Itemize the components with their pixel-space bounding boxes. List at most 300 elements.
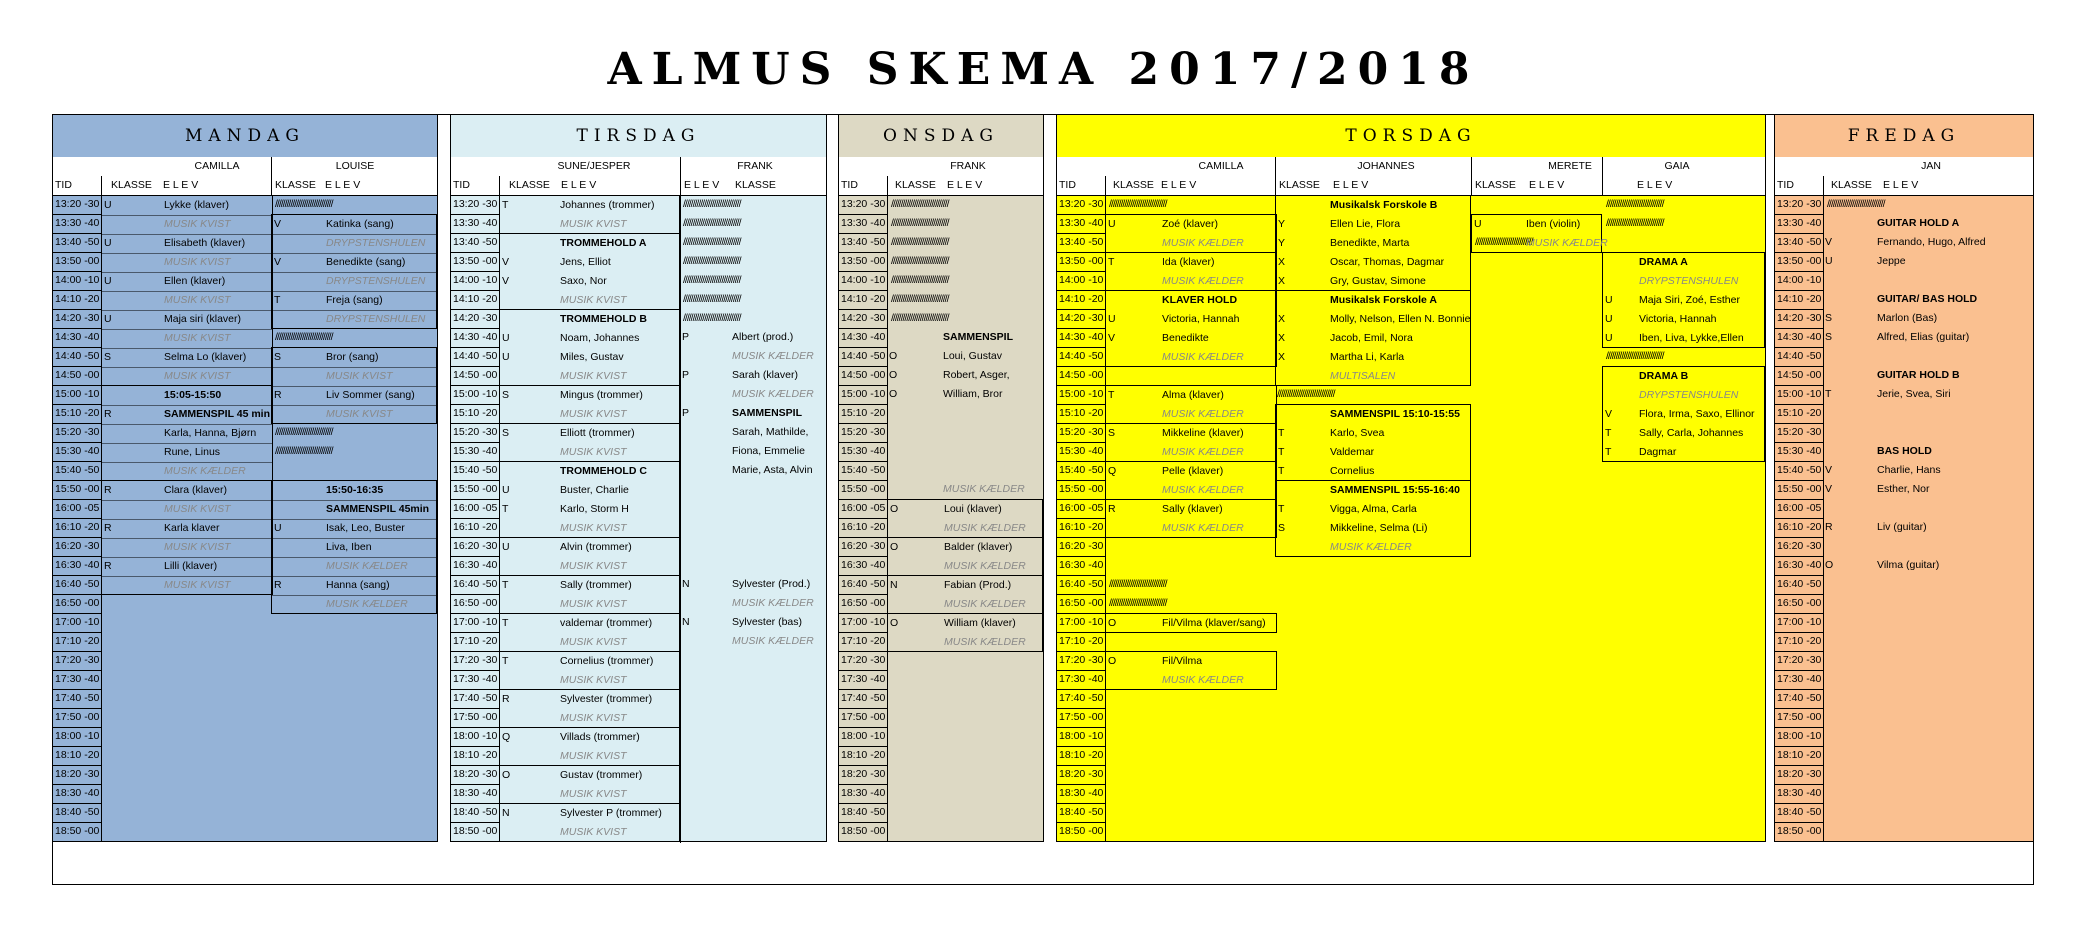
- teacher-row: [53, 157, 437, 177]
- time-slot: 18:00 -10: [55, 730, 100, 742]
- time-slot: 15:30 -40: [841, 445, 886, 457]
- time-slot: 14:20 -30: [55, 312, 100, 324]
- student-names: Elisabeth (klaver): [164, 237, 246, 249]
- student-names: Sylvester (trommer): [560, 693, 653, 705]
- time-slot: 14:50 -00: [1059, 369, 1104, 381]
- room-label: MUSIK KÆLDER: [1162, 237, 1244, 249]
- day-header-mandag: MANDAG: [53, 115, 437, 158]
- time-slot: 16:50 -00: [453, 597, 498, 609]
- time-slot: 14:40 -50: [1777, 350, 1822, 362]
- col-klasse: KLASSE: [509, 179, 550, 191]
- day-header-tirsdag: TIRSDAG: [451, 115, 826, 158]
- time-slot: 18:50 -00: [841, 825, 886, 837]
- student-names: Marie, Asta, Alvin: [732, 464, 813, 476]
- time-slot: 16:40 -50: [1777, 578, 1822, 590]
- day-header-torsdag: TORSDAG: [1057, 115, 1765, 158]
- student-names: Fernando, Hugo, Alfred: [1877, 236, 1986, 248]
- room-label: MUSIK KVIST: [560, 294, 627, 306]
- col-tid: TID: [1777, 179, 1794, 191]
- time-slot: 18:30 -40: [1059, 787, 1104, 799]
- unavailable-marker: //////////////////////////////: [1475, 236, 1533, 248]
- day-section-onsdag: [838, 114, 1044, 842]
- unavailable-marker: //////////////////////////////: [683, 198, 741, 210]
- time-slot: 14:30 -40: [841, 331, 886, 343]
- lesson-block: [680, 613, 826, 652]
- time-slot: 15:10 -20: [453, 407, 498, 419]
- class-code: R: [104, 408, 112, 420]
- time-slot: 17:10 -20: [841, 635, 886, 647]
- lesson-block: [499, 537, 680, 576]
- time-slot: 16:20 -30: [841, 540, 886, 552]
- time-slot: 15:40 -50: [1059, 464, 1104, 476]
- time-slot: 13:40 -50: [841, 236, 886, 248]
- student-names: Jacob, Emil, Nora: [1330, 332, 1413, 344]
- student-names: Elliott (trommer): [560, 427, 635, 439]
- time-slot: 15:40 -50: [841, 464, 886, 476]
- room-label: MUSIK KVIST: [560, 598, 627, 610]
- time-slot: 15:00 -10: [453, 388, 498, 400]
- time-slot: 13:30 -40: [1059, 217, 1104, 229]
- class-code: R: [1108, 503, 1116, 515]
- time-slot: 15:20 -30: [1059, 426, 1104, 438]
- student-names: Karlo, Svea: [1330, 427, 1385, 439]
- time-slot: 18:20 -30: [841, 768, 886, 780]
- lesson-block: [887, 613, 1043, 652]
- group-title: TROMMEHOLD B: [560, 313, 647, 325]
- room-label: MUSIK KÆLDER: [944, 636, 1026, 648]
- col-klasse: KLASSE: [1113, 179, 1154, 191]
- student-names: Charlie, Hans: [1877, 464, 1941, 476]
- unavailable-marker: //////////////////////////////: [1827, 198, 1885, 210]
- time-slot: 18:40 -50: [55, 806, 100, 818]
- col-elev: E L E V: [561, 179, 597, 191]
- time-slot: 17:00 -10: [1777, 616, 1822, 628]
- class-code: V: [274, 218, 282, 230]
- time-slot: 16:50 -00: [1777, 597, 1822, 609]
- time-slot: 18:10 -20: [1059, 749, 1104, 761]
- time-slot: 14:50 -00: [453, 369, 498, 381]
- class-code: V: [1605, 408, 1613, 420]
- time-slot: 16:20 -30: [1059, 540, 1104, 552]
- student-names: Mikkeline (klaver): [1162, 427, 1244, 439]
- class-code: N: [682, 578, 690, 590]
- unavailable-marker: //////////////////////////////: [275, 426, 333, 438]
- row-divider: [839, 841, 887, 842]
- student-names: Sally, Carla, Johannes: [1639, 427, 1744, 439]
- student-names: Loui, Gustav: [943, 350, 1002, 362]
- time-slot: 14:30 -40: [55, 331, 100, 343]
- room-label: MUSIK KVIST: [164, 503, 231, 515]
- room-label: MUSIK KÆLDER: [944, 560, 1026, 572]
- room-label: MUSIK KÆLDER: [944, 522, 1026, 534]
- time-slot: 16:30 -40: [55, 559, 100, 571]
- time-slot: 17:20 -30: [1777, 654, 1822, 666]
- class-code: V: [502, 275, 510, 287]
- row-divider: [451, 841, 499, 842]
- time-slot: 18:00 -10: [1777, 730, 1822, 742]
- class-code: X: [1278, 313, 1286, 325]
- time-slot: 13:50 -00: [453, 255, 498, 267]
- time-slot: 17:30 -40: [453, 673, 498, 685]
- room-label: MUSIK KVIST: [560, 446, 627, 458]
- time-slot: 16:50 -00: [55, 597, 100, 609]
- group-title: GUITAR HOLD A: [1877, 217, 1960, 229]
- class-code: N: [682, 616, 690, 628]
- teacher-name: LOUISE: [335, 160, 375, 172]
- group-title: DRAMA A: [1639, 256, 1688, 268]
- time-slot: 17:50 -00: [1059, 711, 1104, 723]
- time-slot: 18:30 -40: [453, 787, 498, 799]
- col-tid: TID: [1059, 179, 1076, 191]
- column-divider: [680, 157, 681, 843]
- student-names: Bror (sang): [326, 351, 379, 363]
- lesson-block: [1823, 442, 2031, 500]
- room-label: DRYPSTENSHULEN: [1639, 389, 1739, 401]
- time-slot: 14:50 -00: [1777, 369, 1822, 381]
- time-slot: 18:10 -20: [55, 749, 100, 761]
- lesson-block: [499, 727, 680, 766]
- column-divider: [1602, 157, 1603, 195]
- time-slot: 13:30 -40: [1777, 217, 1822, 229]
- lesson-block: [680, 328, 826, 367]
- col-klasse: KLASSE: [1279, 179, 1320, 191]
- student-names: Benedikte (sang): [326, 256, 406, 268]
- class-code: R: [104, 560, 112, 572]
- class-code: P: [682, 407, 690, 419]
- time-slot: 14:10 -20: [1777, 293, 1822, 305]
- column-header-row: [1057, 176, 1765, 196]
- student-names: Katinka (sang): [326, 218, 394, 230]
- time-slot: 18:40 -50: [841, 806, 886, 818]
- room-label: MUSIK KVIST: [560, 408, 627, 420]
- student-names: Marlon (Bas): [1877, 312, 1938, 324]
- unavailable-marker: //////////////////////////////: [1606, 217, 1664, 229]
- class-code: Y: [1278, 218, 1286, 230]
- student-names: Ellen Lie, Flora: [1330, 218, 1401, 230]
- student-names: William, Bror: [943, 388, 1003, 400]
- row-divider: [1775, 841, 1823, 842]
- unavailable-marker: //////////////////////////////: [683, 274, 741, 286]
- column-divider: [1471, 157, 1472, 195]
- student-names: Sarah (klaver): [732, 369, 798, 381]
- time-slot: 15:50 -00: [1059, 483, 1104, 495]
- col-klasse: KLASSE: [895, 179, 936, 191]
- class-code: S: [1825, 331, 1833, 343]
- class-code: U: [1605, 332, 1613, 344]
- time-slot: 16:10 -20: [841, 521, 886, 533]
- teacher-row: [1057, 157, 1765, 177]
- room-label: DRYPSTENSHULEN: [326, 237, 426, 249]
- lesson-block: [499, 765, 680, 804]
- group-title: GUITAR/ BAS HOLD: [1877, 293, 1978, 305]
- student-names: Martha Li, Karla: [1330, 351, 1405, 363]
- student-names: Cornelius (trommer): [560, 655, 654, 667]
- lesson-block: [887, 537, 1043, 576]
- class-code: U: [1474, 218, 1482, 230]
- time-slot: 14:10 -20: [1059, 293, 1104, 305]
- col-elev: E L E V: [325, 179, 361, 191]
- time-slot: 18:30 -40: [1777, 787, 1822, 799]
- student-names: Alfred, Elias (guitar): [1877, 331, 1970, 343]
- col-tid: TID: [453, 179, 470, 191]
- time-slot: 16:40 -50: [55, 578, 100, 590]
- unavailable-marker: //////////////////////////////: [1109, 597, 1167, 609]
- day-section-tirsdag: [450, 114, 827, 842]
- time-slot: 14:20 -30: [453, 312, 498, 324]
- time-slot: 17:40 -50: [841, 692, 886, 704]
- class-code: S: [1278, 522, 1286, 534]
- time-slot: 14:30 -40: [453, 331, 498, 343]
- time-slot: 17:50 -00: [453, 711, 498, 723]
- class-code: U: [502, 332, 510, 344]
- student-names: Benedikte: [1162, 332, 1209, 344]
- student-names: Fabian (Prod.): [944, 579, 1012, 591]
- student-names: Benedikte, Marta: [1330, 237, 1410, 249]
- unavailable-marker: //////////////////////////////: [1277, 388, 1335, 400]
- time-slot: 15:40 -50: [453, 464, 498, 476]
- student-names: Maja siri (klaver): [164, 313, 242, 325]
- class-code: U: [1605, 313, 1613, 325]
- time-slot: 16:50 -00: [841, 597, 886, 609]
- time-slot: 17:10 -20: [1059, 635, 1104, 647]
- lesson-block: [1105, 385, 1277, 424]
- lesson-block: [1105, 499, 1277, 538]
- class-code: S: [104, 351, 112, 363]
- room-label: MUSIK KVIST: [560, 522, 627, 534]
- class-code: O: [1825, 559, 1834, 571]
- time-slot: 16:50 -00: [1059, 597, 1104, 609]
- student-names: Alvin (trommer): [560, 541, 632, 553]
- room-label: MUSIK KÆLDER: [164, 465, 246, 477]
- time-slot: 13:30 -40: [55, 217, 100, 229]
- lesson-block: [1105, 290, 1277, 367]
- room-label: MUSIK KVIST: [560, 788, 627, 800]
- time-slot: 14:20 -30: [841, 312, 886, 324]
- lesson-block: [1602, 252, 1765, 348]
- time-slot: 15:20 -30: [55, 426, 100, 438]
- time-slot: 18:50 -00: [453, 825, 498, 837]
- unavailable-marker: //////////////////////////////: [683, 255, 741, 267]
- class-code: U: [502, 351, 510, 363]
- class-code: X: [1278, 275, 1286, 287]
- student-names: valdemar (trommer): [560, 617, 653, 629]
- room-label: MUSIK KÆLDER: [732, 388, 814, 400]
- room-label: MULTISALEN: [1330, 370, 1396, 382]
- student-names: Iben (violin): [1526, 218, 1581, 230]
- teacher-name: JAN: [1921, 160, 1941, 172]
- time-slot: 15:10 -20: [55, 407, 100, 419]
- group-title: SAMMENSPIL 45 min: [164, 408, 270, 420]
- time-slot: 14:00 -10: [1777, 274, 1822, 286]
- teacher-name: FRANK: [950, 160, 986, 172]
- unavailable-marker: //////////////////////////////: [891, 236, 949, 248]
- room-label: MUSIK KVIST: [560, 560, 627, 572]
- time-slot: 13:30 -40: [841, 217, 886, 229]
- group-title: 15:50-16:35: [326, 484, 384, 496]
- student-names: Sylvester P (trommer): [560, 807, 662, 819]
- class-code: U: [1605, 294, 1613, 306]
- time-slot: 17:00 -10: [1059, 616, 1104, 628]
- unavailable-marker: //////////////////////////////: [891, 217, 949, 229]
- class-code: O: [889, 350, 898, 362]
- time-slot: 17:00 -10: [841, 616, 886, 628]
- class-code: T: [1108, 389, 1115, 401]
- student-names: Ellen (klaver): [164, 275, 226, 287]
- class-code: S: [502, 389, 510, 401]
- time-slot: 14:10 -20: [453, 293, 498, 305]
- student-names: Isak, Leo, Buster: [326, 522, 405, 534]
- student-names: Sally (klaver): [1162, 503, 1223, 515]
- col-tid: TID: [55, 179, 72, 191]
- room-label: MUSIK KVIST: [326, 370, 393, 382]
- room-label: DRYPSTENSHULEN: [1639, 275, 1739, 287]
- day-section-mandag: [52, 114, 438, 842]
- lesson-block: [499, 195, 680, 234]
- time-slot: 16:30 -40: [841, 559, 886, 571]
- student-names: Robert, Asger,: [943, 369, 1010, 381]
- lesson-block: [1823, 366, 2031, 405]
- time-slot: 13:50 -00: [1777, 255, 1822, 267]
- student-names: Buster, Charlie: [560, 484, 629, 496]
- time-slot: 15:30 -40: [55, 445, 100, 457]
- class-code: T: [502, 617, 509, 629]
- room-label: MUSIK KÆLDER: [1162, 484, 1244, 496]
- time-slot: 14:40 -50: [1059, 350, 1104, 362]
- time-slot: 14:40 -50: [55, 350, 100, 362]
- lesson-block: [499, 423, 680, 462]
- col-elev: E L E V: [163, 179, 199, 191]
- student-names: Loui (klaver): [944, 503, 1002, 515]
- group-title: Musikalsk Forskole B: [1330, 199, 1438, 211]
- lesson-block: [499, 385, 680, 424]
- time-slot: 17:30 -40: [55, 673, 100, 685]
- room-label: MUSIK KÆLDER: [944, 598, 1026, 610]
- student-names: Flora, Irma, Saxo, Ellinor: [1639, 408, 1755, 420]
- unavailable-marker: //////////////////////////////: [683, 217, 741, 229]
- room-label: MUSIK KVIST: [560, 218, 627, 230]
- student-names: William (klaver): [944, 617, 1016, 629]
- lesson-block: [1823, 290, 2031, 348]
- time-slot: 14:30 -40: [1777, 331, 1822, 343]
- time-slot: 15:30 -40: [453, 445, 498, 457]
- lesson-block: [271, 214, 437, 329]
- class-code: R: [104, 522, 112, 534]
- column-divider: [1823, 176, 1824, 841]
- student-names: Jens, Elliot: [560, 256, 611, 268]
- class-code: U: [104, 313, 112, 325]
- day-header-fredag: FREDAG: [1775, 115, 2033, 158]
- unavailable-marker: //////////////////////////////: [275, 198, 333, 210]
- time-slot: 16:20 -30: [55, 540, 100, 552]
- student-names: Gry, Gustav, Simone: [1330, 275, 1426, 287]
- time-slot: 16:20 -30: [1777, 540, 1822, 552]
- lesson-block: [1471, 214, 1608, 253]
- column-divider: [1275, 157, 1276, 195]
- time-slot: 16:40 -50: [1059, 578, 1104, 590]
- student-names: Villads (trommer): [560, 731, 640, 743]
- teacher-name: FRANK: [737, 160, 773, 172]
- time-slot: 13:50 -00: [1059, 255, 1104, 267]
- lesson-block: [1275, 480, 1471, 557]
- student-names: Valdemar: [1330, 446, 1375, 458]
- time-slot: 18:20 -30: [1059, 768, 1104, 780]
- class-code: U: [104, 199, 112, 211]
- time-slot: 15:00 -10: [55, 388, 100, 400]
- time-slot: 14:10 -20: [55, 293, 100, 305]
- class-code: R: [1825, 521, 1833, 533]
- unavailable-marker: //////////////////////////////: [1109, 198, 1167, 210]
- student-names: Mikkeline, Selma (Li): [1330, 522, 1428, 534]
- group-title: TROMMEHOLD A: [560, 237, 647, 249]
- student-names: Albert (prod.): [732, 331, 794, 343]
- time-slot: 14:00 -10: [55, 274, 100, 286]
- unavailable-marker: //////////////////////////////: [683, 312, 741, 324]
- time-slot: 16:40 -50: [453, 578, 498, 590]
- teacher-name: CAMILLA: [1198, 160, 1244, 172]
- class-code: V: [1825, 464, 1833, 476]
- class-code: U: [104, 275, 112, 287]
- lesson-block: [887, 499, 1043, 538]
- col-klasse: KLASSE: [735, 179, 776, 191]
- time-slot: 16:00 -05: [1777, 502, 1822, 514]
- time-slot: 16:30 -40: [1777, 559, 1822, 571]
- time-slot: 16:00 -05: [453, 502, 498, 514]
- class-code: T: [1278, 446, 1285, 458]
- time-slot: 15:10 -20: [1059, 407, 1104, 419]
- class-code: O: [1108, 655, 1117, 667]
- unavailable-marker: //////////////////////////////: [891, 274, 949, 286]
- row-divider: [1057, 841, 1105, 842]
- time-slot: 13:40 -50: [1059, 236, 1104, 248]
- time-slot: 15:00 -10: [1059, 388, 1104, 400]
- time-slot: 18:20 -30: [453, 768, 498, 780]
- room-label: MUSIK KVIST: [560, 826, 627, 838]
- time-slot: 14:50 -00: [841, 369, 886, 381]
- student-names: Sylvester (Prod.): [732, 578, 811, 590]
- teacher-row: [839, 157, 1043, 177]
- time-slot: 17:20 -30: [841, 654, 886, 666]
- lesson-block: [101, 385, 273, 481]
- room-label: MUSIK KÆLDER: [732, 597, 814, 609]
- lesson-block: [101, 195, 273, 386]
- time-slot: 15:20 -30: [1777, 426, 1822, 438]
- time-slot: 17:10 -20: [55, 635, 100, 647]
- unavailable-marker: //////////////////////////////: [275, 331, 333, 343]
- class-code: N: [502, 807, 510, 819]
- col-tid: TID: [841, 179, 858, 191]
- teacher-row: [451, 157, 826, 177]
- class-code: T: [1278, 503, 1285, 515]
- class-code: T: [1605, 446, 1612, 458]
- time-slot: 15:30 -40: [1059, 445, 1104, 457]
- group-title: SAMMENSPIL 45min: [326, 503, 430, 515]
- student-names: Saxo, Nor: [560, 275, 607, 287]
- class-code: R: [502, 693, 510, 705]
- class-code: R: [274, 389, 282, 401]
- time-slot: 15:00 -10: [841, 388, 886, 400]
- class-code: O: [1108, 617, 1117, 629]
- time-slot: 15:50 -00: [1777, 483, 1822, 495]
- col-klasse: KLASSE: [1831, 179, 1872, 191]
- time-slot: 18:00 -10: [841, 730, 886, 742]
- class-code: S: [1108, 427, 1116, 439]
- class-code: U: [1108, 218, 1116, 230]
- lesson-block: [271, 480, 437, 614]
- class-code: V: [274, 256, 282, 268]
- group-title: 15:05-15:50: [164, 389, 222, 401]
- time-slot: 15:40 -50: [1777, 464, 1822, 476]
- time-slot: 17:20 -30: [55, 654, 100, 666]
